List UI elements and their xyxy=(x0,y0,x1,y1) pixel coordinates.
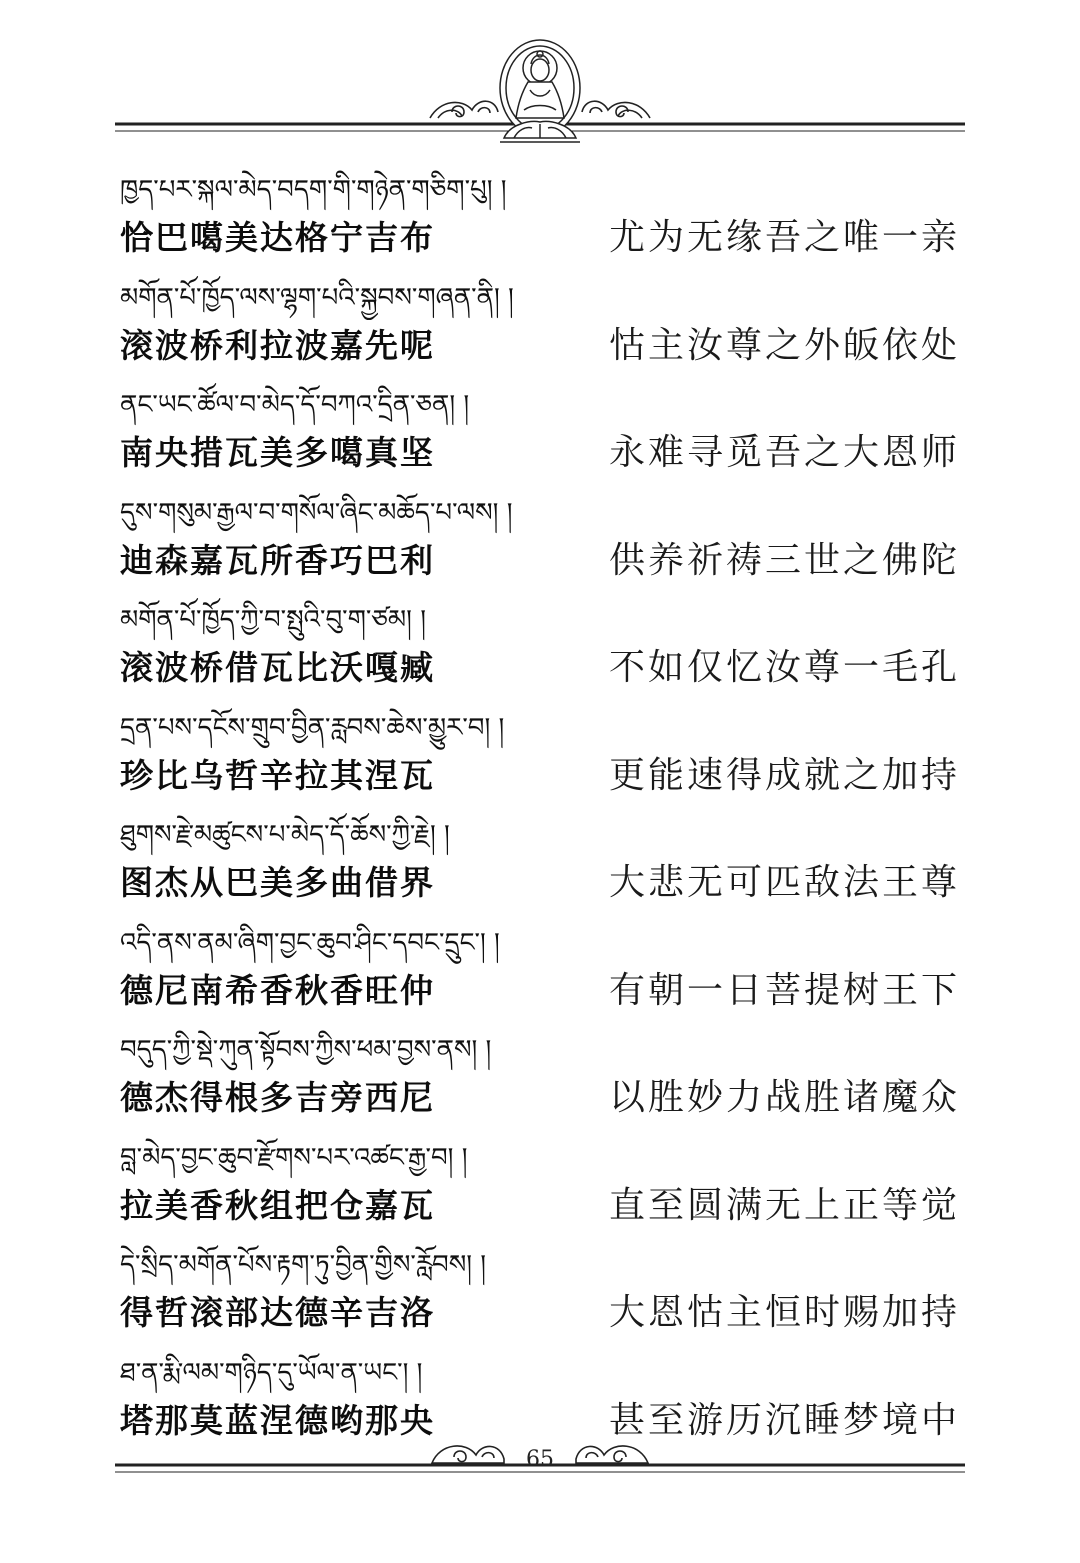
transliteration-line: 珍比乌哲辛拉其涅瓦 xyxy=(120,755,435,795)
tibetan-line: མགོན་པོ་ཁྱོད་ཀྱི་བ་སྤུའི་བུ་ག་ཙམ། ། xyxy=(120,605,426,635)
transliteration-line: 恰巴噶美达格宁吉布 xyxy=(120,218,435,257)
tibetan-line: ཁྱད་པར་སྐལ་མེད་བདག་གི་གཉེན་གཅིག་པུ། ། xyxy=(120,175,507,205)
meaning-line: 尤为无缘吾之唯一亲 xyxy=(608,217,960,258)
transliteration-line: 德尼南希香秋香旺仲 xyxy=(120,970,435,1010)
transliteration-line: 拉美香秋组把仓嘉瓦 xyxy=(120,1185,435,1225)
meaning-line: 有朝一日菩提树王下 xyxy=(608,969,960,1011)
transliteration-line: 滚波桥借瓦比沃嘎臧 xyxy=(120,648,435,687)
transliteration-line: 滚波桥利拉波嘉先呢 xyxy=(120,325,435,365)
verse xyxy=(120,921,960,1029)
transliteration-line: 得哲滚部达德辛吉洛 xyxy=(120,1293,435,1332)
verse xyxy=(120,168,960,276)
meaning-line: 供养祈祷三世之佛陀 xyxy=(608,539,960,581)
verse-list xyxy=(120,168,960,1458)
verse xyxy=(120,276,960,384)
tibetan-line: དེ་སྲིད་མགོན་པོས་རྟག་ཏུ་བྱིན་གྱིས་རློབས། ། xyxy=(120,1250,487,1280)
cloud-scroll-left-icon xyxy=(432,1446,504,1463)
transliteration-line: 德杰得根多吉旁西尼 xyxy=(120,1078,435,1117)
tibetan-line: དྲན་པས་དངོས་གྲུབ་བྱིན་རླབས་ཆེས་མྱུར་བ། ། xyxy=(120,712,505,743)
transliteration-line: 塔那莫蓝涅德哟那央 xyxy=(120,1400,435,1440)
meaning-line: 大悲无可匹敌法王尊 xyxy=(608,862,960,903)
verse xyxy=(120,813,960,921)
verse xyxy=(120,1136,960,1244)
cloud-scroll-left-icon xyxy=(430,101,498,118)
cloud-scroll-right-icon xyxy=(582,101,650,118)
meaning-line: 更能速得成就之加持 xyxy=(608,754,960,796)
header-ornament xyxy=(0,0,1080,160)
cloud-scroll-right-icon xyxy=(576,1446,648,1463)
transliteration-line: 迪森嘉瓦所香巧巴利 xyxy=(120,540,435,580)
meaning-line: 甚至游历沉睡梦境中 xyxy=(608,1399,960,1441)
transliteration-line: 南央措瓦美多噶真坚 xyxy=(120,433,435,472)
buddha-figure-icon xyxy=(500,40,580,142)
verse xyxy=(120,383,960,491)
tibetan-line: འདི་ནས་ནམ་ཞིག་བྱང་ཆུབ་ཤིང་དབང་དྲུང་། ། xyxy=(120,927,500,958)
meaning-line: 直至圆满无上正等觉 xyxy=(608,1184,960,1226)
tibetan-line: ཐ་ན་རྨི་ལམ་གཉིད་དུ་ཡོལ་ན་ཡང་། ། xyxy=(120,1357,423,1388)
tibetan-line: དུས་གསུམ་རྒྱལ་བ་གསོལ་ཞིང་མཆོད་པ་ལས། ། xyxy=(120,497,513,528)
tibetan-line: ནང་ཡང་ཚོལ་བ་མེད་དོ་བཀའ་དྲིན་ཅན། ། xyxy=(120,390,470,420)
tibetan-line: བདུད་ཀྱི་སྡེ་ཀུན་སྟོབས་ཀྱིས་ཕམ་བྱས་ནས། ། xyxy=(120,1035,492,1065)
tibetan-line: ཐུགས་རྗེ་མཚུངས་པ་མེད་དོ་ཆོས་ཀྱི་རྗེ། ། xyxy=(120,820,450,850)
verse xyxy=(120,1028,960,1136)
tibetan-line: བླ་མེད་བྱང་ཆུབ་རྫོགས་པར་འཚང་རྒྱ་བ། ། xyxy=(120,1142,468,1173)
meaning-line: 永难寻觅吾之大恩师 xyxy=(608,432,960,473)
page-number: 65 xyxy=(526,1447,554,1472)
transliteration-line: 图杰从巴美多曲借界 xyxy=(120,863,435,902)
verse xyxy=(120,491,960,599)
verse xyxy=(120,598,960,706)
meaning-line: 怙主汝尊之外皈依处 xyxy=(608,324,960,366)
verse xyxy=(120,1243,960,1351)
meaning-line: 大恩怙主恒时赐加持 xyxy=(608,1292,960,1333)
meaning-line: 不如仅忆汝尊一毛孔 xyxy=(608,647,960,688)
meaning-line: 以胜妙力战胜诸魔众 xyxy=(608,1077,960,1118)
tibetan-line: མགོན་པོ་ཁྱོད་ལས་ལྷག་པའི་སྐྱབས་གཞན་ནི། ། xyxy=(120,282,514,313)
verse xyxy=(120,706,960,814)
